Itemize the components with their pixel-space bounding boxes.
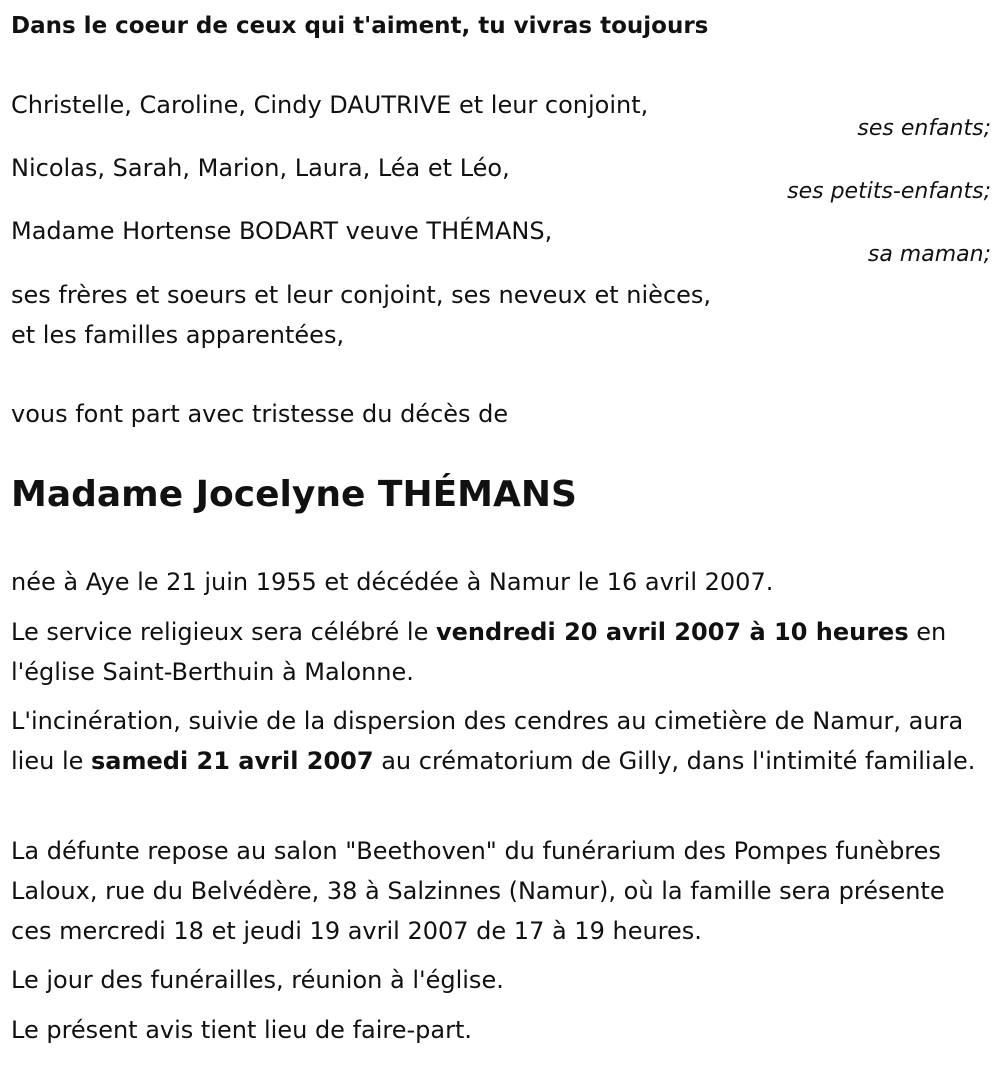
relatives-line-1: ses frères et soeurs et leur conjoint, ses neveux et nièces, xyxy=(11,281,712,309)
family-mother-role: sa maman; xyxy=(867,242,991,267)
family-grandchildren-names: Nicolas, Sarah, Marion, Laura, Léa et Léo, xyxy=(11,154,510,182)
family-grandchildren-role: ses petits-enfants; xyxy=(787,179,991,204)
epigraph: Dans le coeur de ceux qui t'aiment, tu vivras toujours xyxy=(11,13,709,39)
funeral-gathering: Le jour des funérailles, réunion à l'église. xyxy=(11,966,504,994)
family-mother-names: Madame Hortense BODART veuve THÉMANS, xyxy=(11,217,553,245)
cremation-details xyxy=(11,701,991,781)
relatives-line-2: et les familles apparentées, xyxy=(11,321,345,349)
service-date: vendredi 20 avril 2007 à 10 heures xyxy=(436,618,909,646)
cremation-prefix: L'incinération, suivie de la dispersion des cendres au cimetière de Namur, aura lieu le xyxy=(11,707,964,775)
service-prefix: Le service religieux sera célébré le xyxy=(11,618,436,646)
family-children-names: Christelle, Caroline, Cindy DAUTRIVE et leur conjoint, xyxy=(11,91,649,119)
viewing-details: La défunte repose au salon "Beethoven" du funérarium des Pompes funèbres Laloux, rue du Belvédère, 38 à Salzinnes (Namur), où la famille sera présente ces mercredi 18 et jeudi 19 avril 2007 de 17 à 19 heures. xyxy=(11,837,945,945)
family-children-role: ses enfants; xyxy=(857,116,991,141)
cremation-date: samedi 21 avril 2007 xyxy=(91,747,374,775)
announcement: vous font part avec tristesse du décès de xyxy=(11,400,509,428)
service-details xyxy=(11,612,991,692)
birth-death-details: née à Aye le 21 juin 1955 et décédée à Namur le 16 avril 2007. xyxy=(11,568,774,596)
notice: Le présent avis tient lieu de faire-part. xyxy=(11,1016,473,1044)
service-suffix: en l'église Saint-Berthuin à Malonne. xyxy=(11,618,947,686)
cremation-suffix: au crématorium de Gilly, dans l'intimité familiale. xyxy=(373,747,976,775)
deceased-name: Madame Jocelyne THÉMANS xyxy=(11,474,577,515)
